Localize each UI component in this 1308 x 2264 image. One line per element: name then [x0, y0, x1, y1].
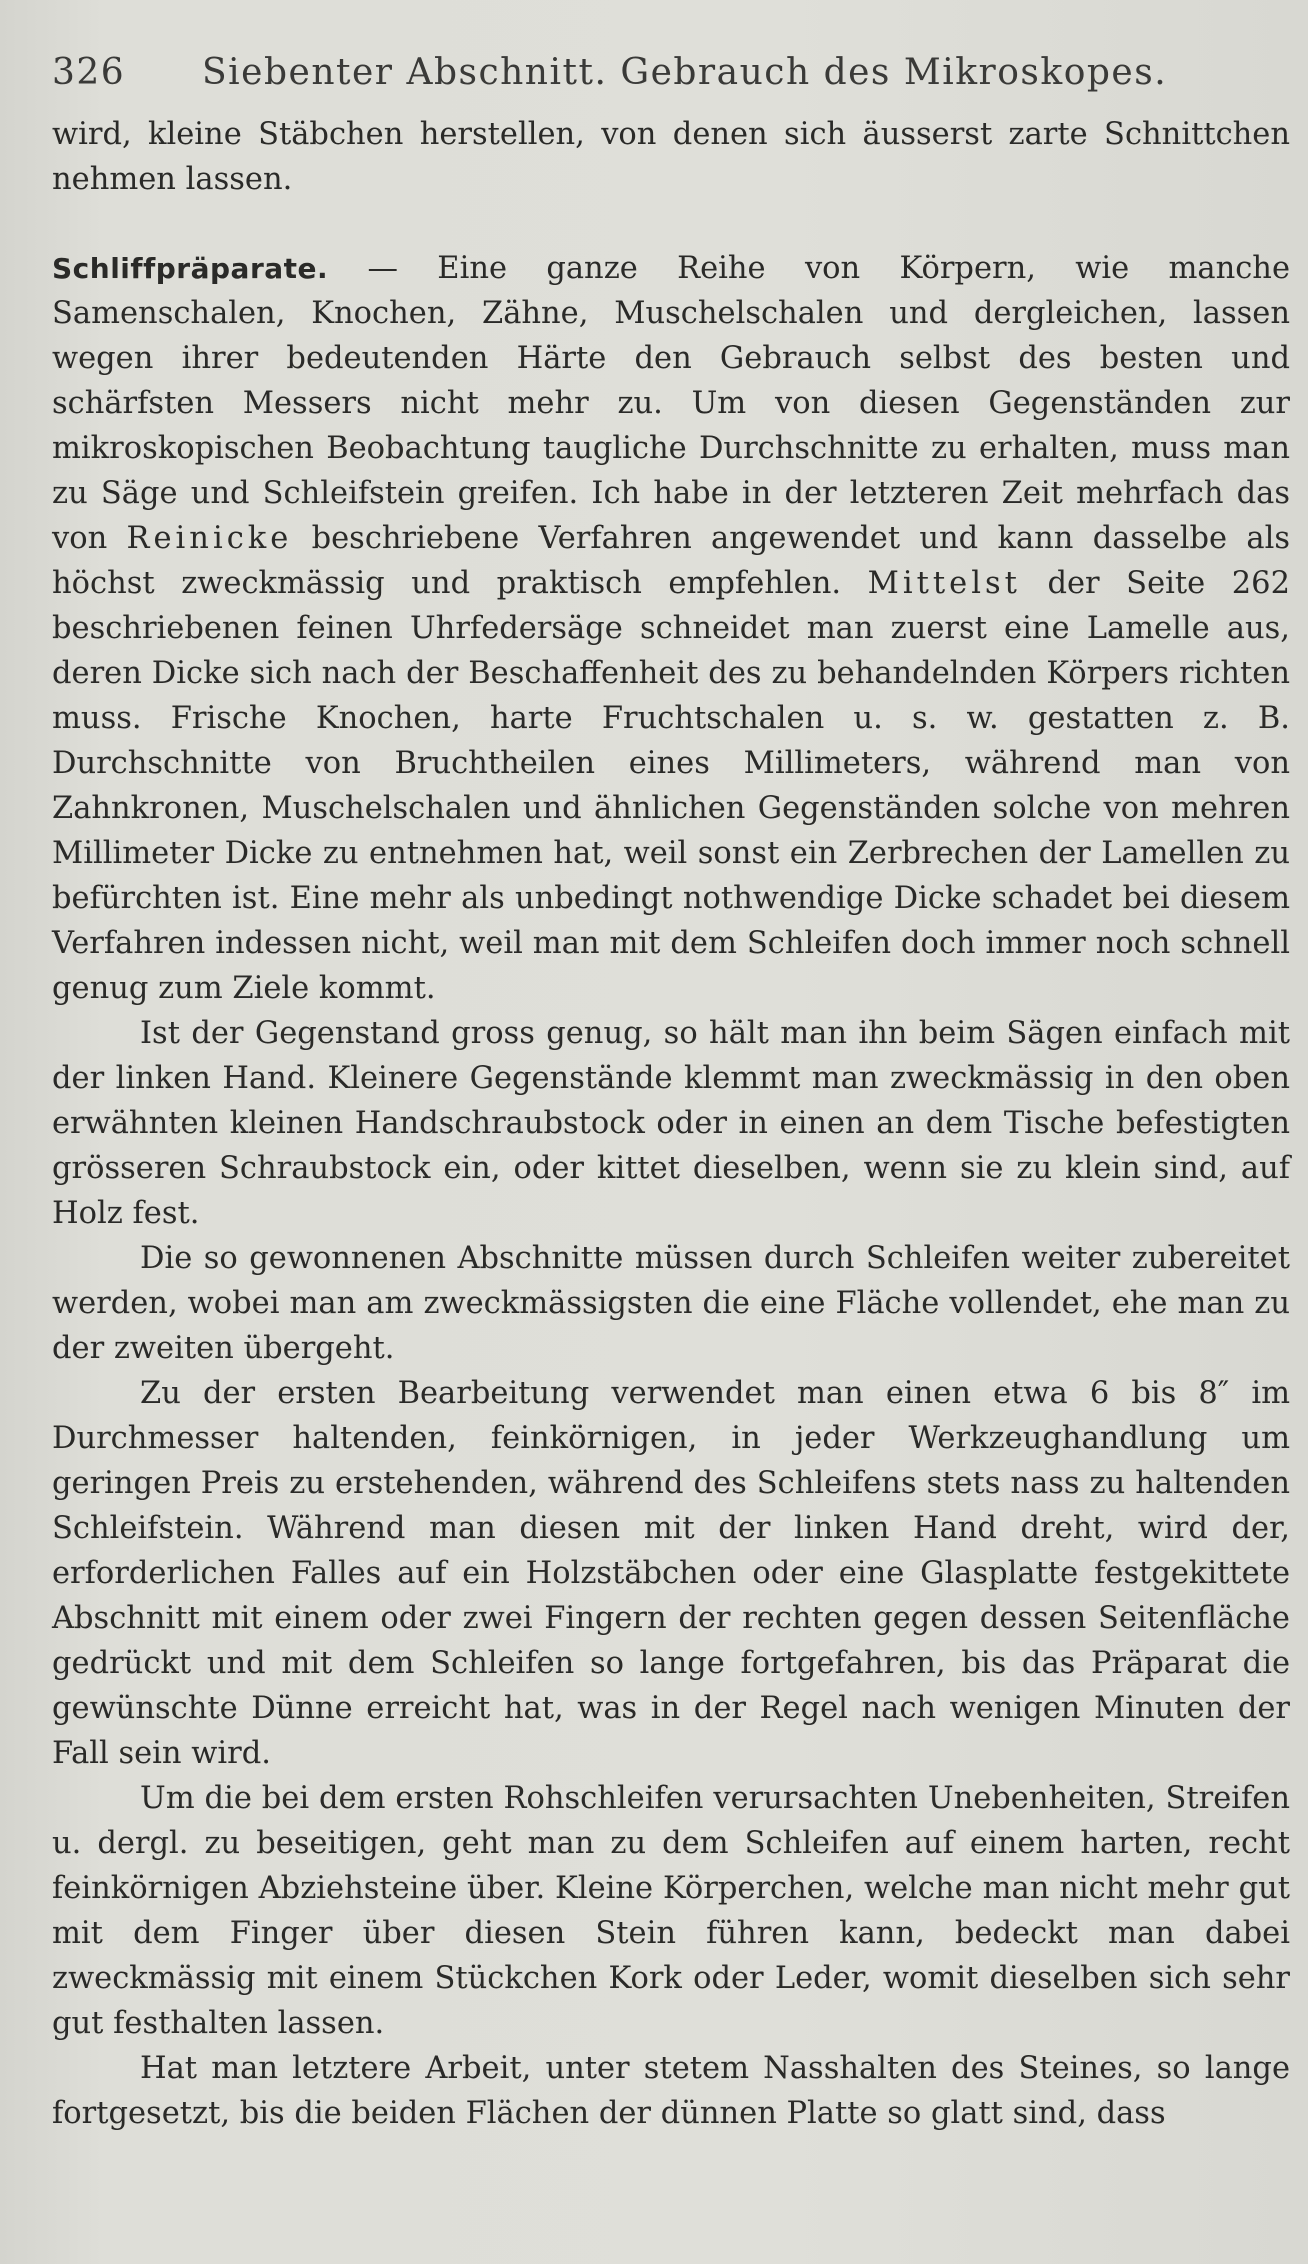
paragraph: Zu der ersten Bearbeitung verwendet man einen etwa 6 bis 8″ im Durchmesser haltenden, feinkörnigen, in jeder Werkzeughandlung um geringen Preis zu erstehenden, während des Schleifens stets nass zu haltenden Schleifstein. Während man diesen mit der linken Hand dreht, wird der, erforderlichen Falles auf ein Holzstäbchen oder eine Glasplatte festgekittete Abschnitt mit einem oder zwei Fingern der rechten gegen dessen Seitenfläche gedrückt und mit dem Schleifen so lange fortgefahren, bis das Präparat die gewünschte Dünne erreicht hat, was in der Regel nach wenigen Minuten der Fall sein wird. [52, 1376, 1290, 1771]
page-number: 326 [52, 52, 126, 93]
paragraph: Um die bei dem ersten Rohschleifen verursachten Unebenheiten, Streifen u. dergl. zu beseitigen, geht man zu dem Schleifen auf einem harten, recht feinkörnigen Abziehsteine über. Kleine Körperchen, welche man nicht mehr gut mit dem Finger über diesen Stein führen kann, bedeckt man dabei zweckmässig mit einem Stückchen Kork oder Leder, womit dieselben sich sehr gut festhalten lassen. [52, 1781, 1290, 2041]
paragraph-text: beschriebene Verfahren angewendet und kann dasselbe als höchst zweckmässig und praktisch empfehlen. [52, 521, 1290, 601]
body-text [52, 112, 1290, 2136]
emphasized-word: Mittelst [867, 566, 1021, 601]
paragraph: Hat man letztere Arbeit, unter stetem Nasshalten des Steines, so lange fortgesetzt, bis die beiden Flächen der dünnen Platte so glatt sind, dass [52, 2051, 1290, 2131]
paragraph: Ist der Gegenstand gross genug, so hält man ihn beim Sägen einfach mit der linken Hand. Kleinere Gegenstände klemmt man zweckmässig in den oben erwähnten kleinen Handschraubstock oder in einen an dem Tische befestigten grösseren Schraubstock ein, oder kittet dieselben, wenn sie zu klein sind, auf Holz fest. [52, 1016, 1290, 1231]
running-title: Siebenter Abschnitt. Gebrauch des Mikroskopes. [202, 52, 1168, 93]
section-heading: Schliffpräparate. [52, 252, 329, 285]
paragraph: Die so gewonnenen Abschnitte müssen durch Schleifen weiter zubereitet werden, wobei man am zweckmässigsten die eine Fläche vollendet, ehe man zu der zweiten übergeht. [52, 1241, 1290, 1366]
author-name: Reinicke [126, 521, 293, 556]
paragraph-continuation: wird, kleine Stäbchen herstellen, von denen sich äusserst zarte Schnittchen nehmen lassen. [52, 117, 1290, 197]
paragraph-schliffpraeparate [52, 246, 1290, 1011]
paragraph-text: der Seite 262 beschriebenen feinen Uhrfedersäge schneidet man zuerst eine Lamelle aus, deren Dicke sich nach der Beschaffenheit des zu behandelnden Körpers richten muss. Frische Knochen, harte Fruchtschalen u. s. w. gestatten z. B. Durchschnitte von Bruchtheilen eines Millimeters, während man von Zahnkronen, Muschelschalen und ähnlichen Gegenständen solche von mehren Millimeter Dicke zu entnehmen hat, weil sonst ein Zerbrechen der Lamellen zu befürchten ist. Eine mehr als unbedingt nothwendige Dicke schadet bei diesem Verfahren indessen nicht, weil man mit dem Schleifen doch immer noch schnell genug zum Ziele kommt. [52, 566, 1290, 1006]
paragraph-text: — Eine ganze Reihe von Körpern, wie manche Samenschalen, Knochen, Zähne, Muschelschalen und dergleichen, lassen wegen ihrer bedeutenden Härte den Gebrauch selbst des besten und schärfsten Messers nicht mehr zu. Um von diesen Gegenständen zur mikroskopischen Beobachtung taugliche Durchschnitte zu erhalten, muss man zu Säge und Schleifstein greifen. Ich habe in der letzteren Zeit mehrfach das von [52, 251, 1290, 556]
running-header [52, 52, 1288, 112]
